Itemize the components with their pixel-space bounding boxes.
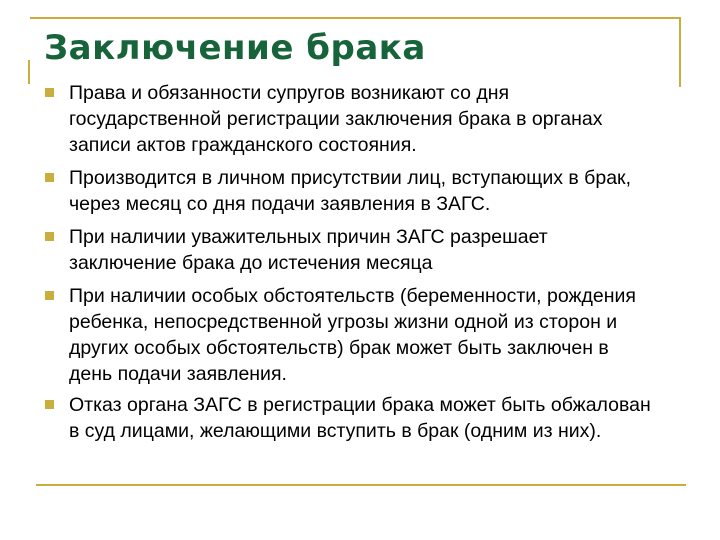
square-bullet-icon [45, 291, 54, 300]
bullet-text-2: Производится в личном присутствии лиц, вступающих в брак, через месяц со дня подачи заявления в ЗАГС. [69, 167, 631, 215]
bullet-item-3 [42, 224, 652, 276]
square-bullet-icon [45, 173, 54, 182]
bullet-item-2 [42, 165, 652, 217]
bullet-item-5 [42, 392, 652, 444]
bullet-item-1 [42, 80, 652, 158]
square-bullet-icon [45, 88, 54, 97]
bottom-divider-line [36, 484, 686, 486]
bullet-item-4 [42, 283, 652, 387]
bullet-text-3: При наличии уважительных причин ЗАГС разрешает заключение брака до истечения месяца [69, 226, 548, 274]
top-divider-line [30, 17, 680, 19]
square-bullet-icon [45, 400, 54, 409]
left-accent-line [28, 60, 30, 84]
bullet-text-4: При наличии особых обстоятельств (беременности, рождения ребенка, непосредственной угрозы жизни одной из сторон и других особых обстоятельств) брак может быть заключен в день подачи заявления. [69, 285, 636, 385]
right-divider-line [679, 17, 681, 87]
bullet-list [42, 80, 652, 451]
bullet-text-1: Права и обязанности супругов возникают со дня государственной регистрации заключения брака в органах записи актов гражданского состояния. [69, 82, 603, 156]
bullet-text-5: Отказ органа ЗАГС в регистрации брака может быть обжалован в суд лицами, желающими вступить в брак (одним из них). [69, 394, 651, 442]
square-bullet-icon [45, 232, 54, 241]
slide-title: Заключение брака [44, 28, 426, 68]
